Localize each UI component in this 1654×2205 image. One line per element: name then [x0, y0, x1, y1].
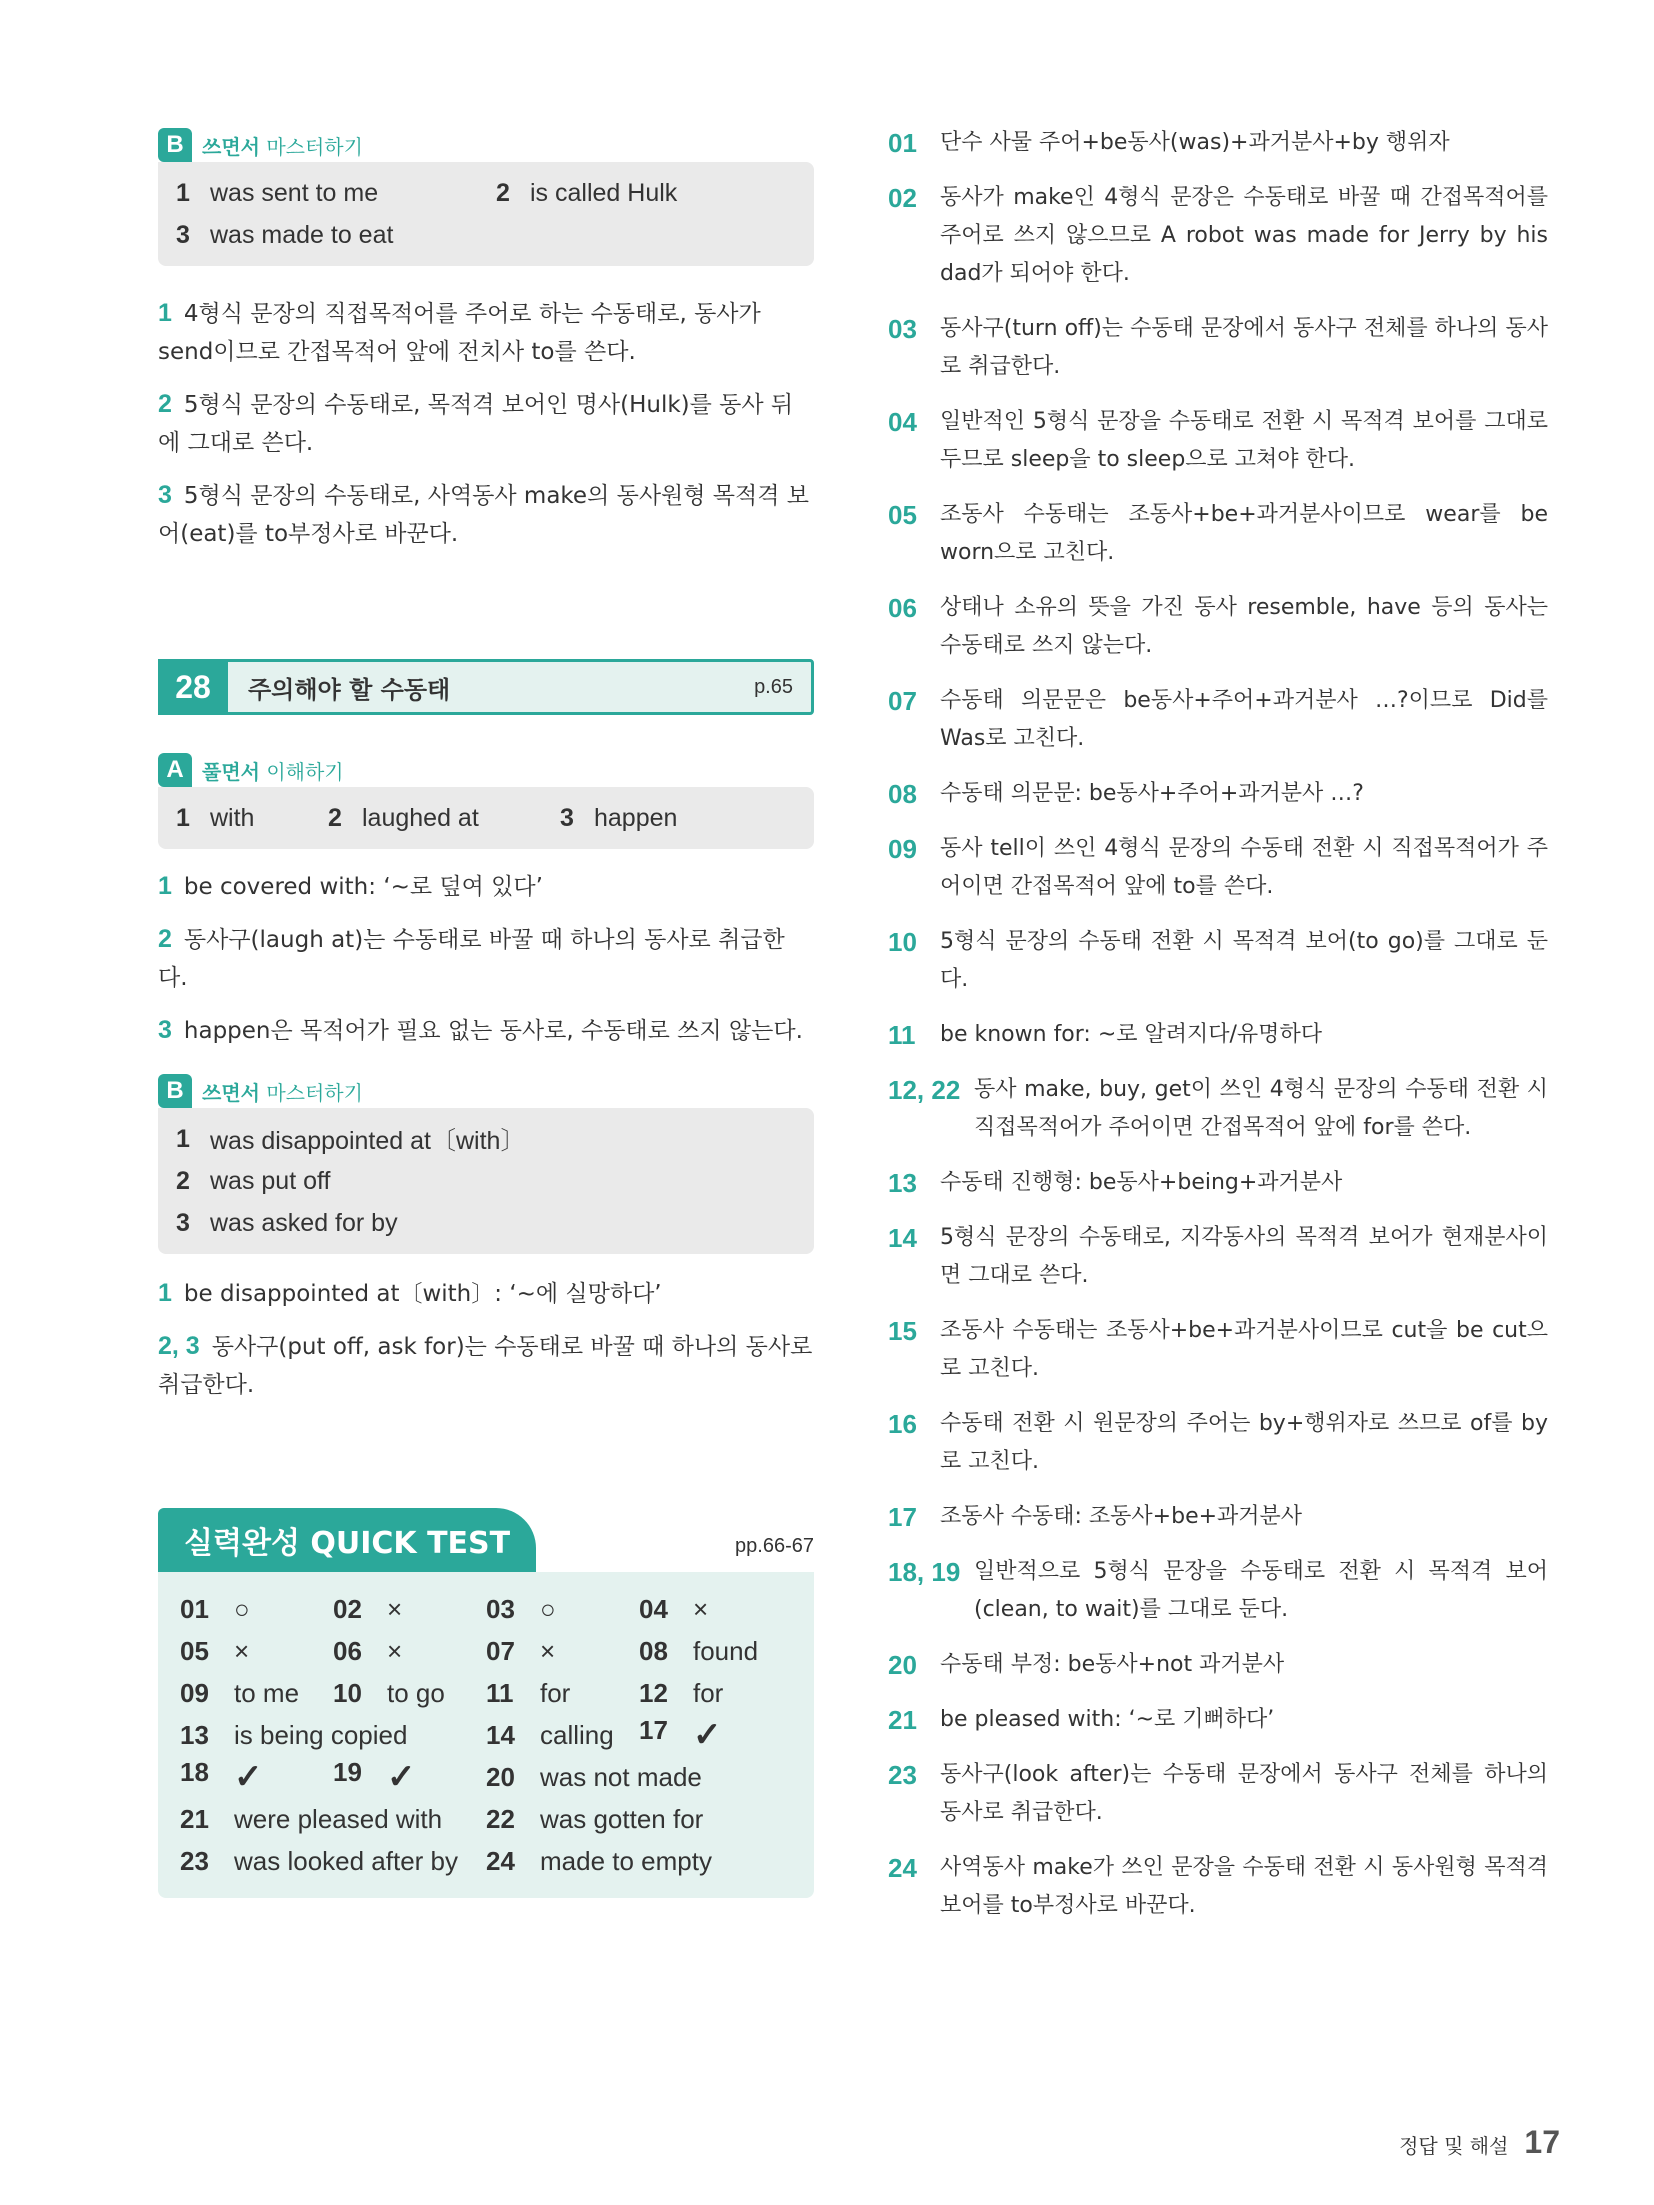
unit-page-ref: p.65	[754, 675, 793, 698]
answer-row	[176, 172, 796, 214]
explanation-item: 2 동사구(laugh at)는 수동태로 바꿀 때 하나의 동사로 취급한다.	[158, 925, 785, 991]
quick-test-item: 03 ○	[486, 1593, 556, 1624]
explanations	[158, 294, 814, 553]
left-column	[158, 128, 814, 1898]
quick-test-item: 08 found	[639, 1635, 759, 1666]
answer-box	[158, 162, 814, 266]
explanation-item: 2, 3 동사구(put off, ask for)는 수동태로 바꿀 때 하나의 동사로 취급한다.	[158, 1332, 813, 1398]
answer-explanation: 24 사역동사 make가 쓰인 문장을 수동태 전환 시 동사원형 목적격 보어를 to부정사로 바꾼다.	[888, 1853, 1548, 1918]
explanation-item: 1 4형식 문장의 직접목적어를 주어로 하는 수동태로, 동사가 send이므로 간접목적어 앞에 전치사 to를 쓴다.	[158, 299, 761, 365]
answer-explanation: 23 동사구(look after)는 수동태 문장에서 동사구 전체를 하나의 동사로 취급한다.	[888, 1760, 1548, 1825]
quick-test-item: 14 calling	[486, 1719, 614, 1750]
section-badge: B	[158, 1074, 192, 1108]
explanation-item: 3 happen은 목적어가 필요 없는 동사로, 수동태로 쓰지 않는다.	[158, 1016, 803, 1044]
quick-test-row	[180, 1840, 792, 1882]
check-mark-icon: ✓	[693, 1716, 722, 1754]
page-footer	[1399, 2124, 1560, 2161]
quick-test-item: 05 ×	[180, 1635, 250, 1666]
answer-explanation: 05 조동사 수동태는 조동사+be+과거분사이므로 wear를 be worn으로 고친다.	[888, 500, 1548, 565]
quick-test-row	[180, 1672, 792, 1714]
section-a-understand	[158, 753, 814, 1050]
unit-number: 28	[158, 659, 228, 715]
footer-label: 정답 및 해설	[1399, 2134, 1509, 2158]
answer-explanation: 15 조동사 수동태는 조동사+be+과거분사이므로 cut을 be cut으로 고친다.	[888, 1316, 1548, 1381]
section-title: 쓰면서 마스터하기	[202, 134, 363, 159]
section-b-master	[158, 1074, 814, 1404]
answer-row: 1 was disappointed at〔with〕	[176, 1124, 526, 1155]
answer-explanation: 09 동사 tell이 쓰인 4형식 문장의 수동태 전환 시 직접목적어가 주어이면 간접목적어 앞에 to를 쓴다.	[888, 834, 1548, 899]
answer-explanation: 02 동사가 make인 4형식 문장은 수동태로 바꿀 때 간접목적어를 주어로 쓰지 않으므로 A robot was made for Jerry by his dad가 되어야 한다.	[888, 183, 1548, 286]
quick-test-pages: pp.66-67	[735, 1535, 814, 1557]
quick-test-item: 09 to me	[180, 1677, 300, 1708]
answer-explanation: 21 be pleased with: ‘~로 기뻐하다’	[888, 1705, 1275, 1735]
quick-test-item: 07 ×	[486, 1635, 556, 1666]
answer-explanation: 11 be known for: ~로 알려지다/유명하다	[888, 1020, 1322, 1050]
right-column	[888, 124, 1548, 1942]
quick-test-item: 04 ×	[639, 1593, 709, 1624]
answer-explanation: 18, 19 일반적으로 5형식 문장을 수동태로 전환 시 목적격 보어(clean, to wait)를 그대로 둔다.	[888, 1557, 1548, 1622]
section-badge: A	[158, 753, 192, 787]
section-header	[158, 1074, 814, 1108]
quick-test-item: 01 ○	[180, 1593, 250, 1624]
unit-header	[158, 659, 814, 715]
answer-row: 3 was asked for by	[176, 1208, 398, 1237]
quick-test-row	[180, 1714, 792, 1756]
explanation-item: 3 5형식 문장의 수동태로, 사역동사 make의 동사원형 목적격 보어(eat)를 to부정사로 바꾼다.	[158, 481, 809, 547]
quick-test-item: 11 for	[486, 1677, 571, 1708]
quick-test-item: 06 ×	[333, 1635, 403, 1666]
explanations	[158, 867, 814, 1050]
answer-explanation: 07 수동태 의문문은 be동사+주어+과거분사 …?이므로 Did를 Was로 고친다.	[888, 686, 1548, 751]
quick-test	[158, 1508, 814, 1898]
quick-test-item: 21 were pleased with	[180, 1803, 443, 1834]
answer-row: 2 was put off	[176, 1166, 331, 1195]
explanations	[158, 1274, 814, 1404]
section-title: 풀면서 이해하기	[202, 759, 344, 784]
answer-explanation: 14 5형식 문장의 수동태로, 지각동사의 목적격 보어가 현재분사이면 그대로 쓴다.	[888, 1223, 1548, 1288]
answer-item: 2 laughed at	[328, 803, 479, 832]
answer-row	[176, 214, 796, 256]
quick-test-item: 18 ✓	[180, 1757, 263, 1796]
unit-title: 주의해야 할 수동태	[248, 675, 451, 704]
quick-test-item: 13 is being copied	[180, 1719, 408, 1750]
answer-row	[176, 797, 796, 839]
answer-explanation: 20 수동태 부정: be동사+not 과거분사	[888, 1650, 1285, 1680]
quick-test-header	[158, 1508, 814, 1572]
quick-test-item: 24 made to empty	[486, 1845, 712, 1876]
answer-explanation: 17 조동사 수동태: 조동사+be+과거분사	[888, 1502, 1303, 1532]
explanation-item: 1 be covered with: ‘~로 덮여 있다’	[158, 872, 543, 900]
answer-explanation: 16 수동태 전환 시 원문장의 주어는 by+행위자로 쓰므로 of를 by로 고친다.	[888, 1409, 1548, 1474]
quick-test-title: 실력완성 QUICK TEST	[158, 1508, 536, 1572]
section-title: 쓰면서 마스터하기	[202, 1080, 363, 1105]
quick-test-item: 19 ✓	[333, 1757, 416, 1796]
answer-item: 1 with	[176, 803, 255, 832]
answer-explanation: 10 5형식 문장의 수동태 전환 시 목적격 보어(to go)를 그대로 둔다.	[888, 927, 1548, 992]
quick-test-answers	[158, 1572, 814, 1898]
answer-explanation: 03 동사구(turn off)는 수동태 문장에서 동사구 전체를 하나의 동사로 취급한다.	[888, 314, 1548, 379]
quick-test-item: 02 ×	[333, 1593, 403, 1624]
quick-test-row	[180, 1798, 792, 1840]
quick-test-item: 10 to go	[333, 1677, 445, 1708]
answer-item: 3 happen	[560, 803, 678, 832]
section-badge: B	[158, 128, 192, 162]
answer-box	[158, 787, 814, 849]
quick-test-item: 22 was gotten for	[486, 1803, 704, 1834]
answer-item: 3 was made to eat	[176, 220, 394, 249]
section-header	[158, 128, 814, 162]
answer-explanation: 06 상태나 소유의 뜻을 가진 동사 resemble, have 등의 동사는 수동태로 쓰지 않는다.	[888, 593, 1548, 658]
quick-test-item: 12 for	[639, 1677, 724, 1708]
explanation-item: 2 5형식 문장의 수동태로, 목적격 보어인 명사(Hulk)를 동사 뒤에 그대로 쓴다.	[158, 390, 794, 456]
quick-test-row	[180, 1588, 792, 1630]
answer-item: 1 was sent to me	[176, 178, 379, 207]
page-number: 17	[1524, 2124, 1560, 2160]
quick-test-item: 17 ✓	[639, 1715, 722, 1754]
quick-test-item: 20 was not made	[486, 1761, 702, 1792]
quick-test-row	[180, 1630, 792, 1672]
answer-box	[158, 1108, 814, 1254]
answer-explanation: 12, 22 동사 make, buy, get이 쓰인 4형식 문장의 수동태 전환 시 직접목적어가 주어이면 간접목적어 앞에 for를 쓴다.	[888, 1075, 1548, 1140]
section-header	[158, 753, 814, 787]
quick-test-item: 23 was looked after by	[180, 1845, 459, 1876]
check-mark-icon: ✓	[387, 1758, 416, 1796]
answer-explanation: 13 수동태 진행형: be동사+being+과거분사	[888, 1168, 1343, 1198]
answer-explanation: 04 일반적인 5형식 문장을 수동태로 전환 시 목적격 보어를 그대로 두므로 sleep을 to sleep으로 고쳐야 한다.	[888, 407, 1548, 472]
answer-explanation: 01 단수 사물 주어+be동사(was)+과거분사+by 행위자	[888, 128, 1450, 158]
answer-explanation: 08 수동태 의문문: be동사+주어+과거분사 …?	[888, 779, 1364, 809]
section-b-master	[158, 128, 814, 553]
check-mark-icon: ✓	[234, 1758, 263, 1796]
answer-item: 2 is called Hulk	[496, 178, 678, 207]
explanation-item: 1 be disappointed at〔with〕: ‘~에 실망하다’	[158, 1279, 662, 1307]
quick-test-row	[180, 1756, 792, 1798]
